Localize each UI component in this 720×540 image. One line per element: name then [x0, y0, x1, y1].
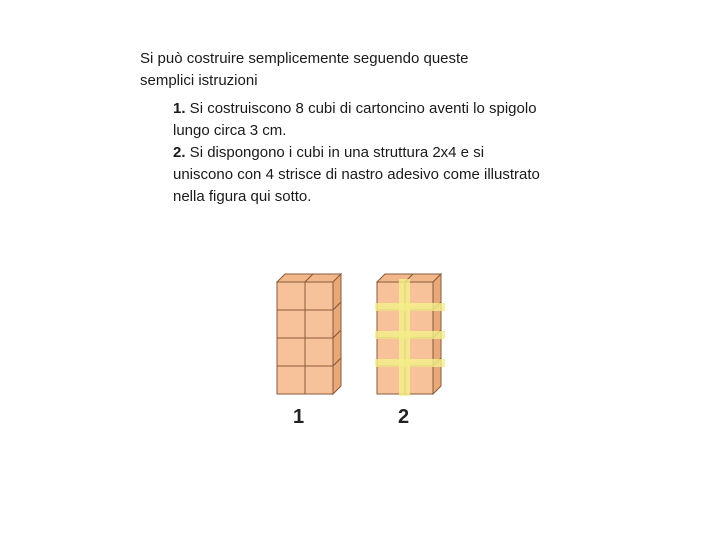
cube-stack-1	[277, 274, 341, 394]
figure-1-label: 1	[293, 406, 305, 428]
step-1	[173, 98, 543, 142]
instruction-steps	[173, 98, 543, 208]
step-2-number: 2.	[173, 144, 186, 161]
cube-stacks-illustration	[265, 265, 455, 405]
step-1-number: 1.	[173, 100, 186, 117]
intro-text: Si può costruire semplicemente seguendo queste semplici istruzioni	[140, 50, 469, 89]
step-2-text: Si dispongono i cubi in una struttura 2x4 e si uniscono con 4 strisce di nastro adesivo come illustrato nella figura qui sotto.	[173, 144, 540, 205]
tape-strip-3	[375, 359, 445, 367]
tape-strip-2	[375, 331, 445, 339]
cube	[277, 366, 305, 394]
cube-figures	[265, 265, 455, 410]
step-2	[173, 142, 543, 208]
cube	[305, 274, 341, 310]
cube	[277, 338, 305, 366]
step-1-text: Si costruiscono 8 cubi di cartoncino aventi lo spigolo lungo circa 3 cm.	[173, 100, 537, 139]
cube	[277, 310, 305, 338]
figure-2-label: 2	[398, 406, 410, 428]
tape-strip-1	[375, 303, 445, 311]
